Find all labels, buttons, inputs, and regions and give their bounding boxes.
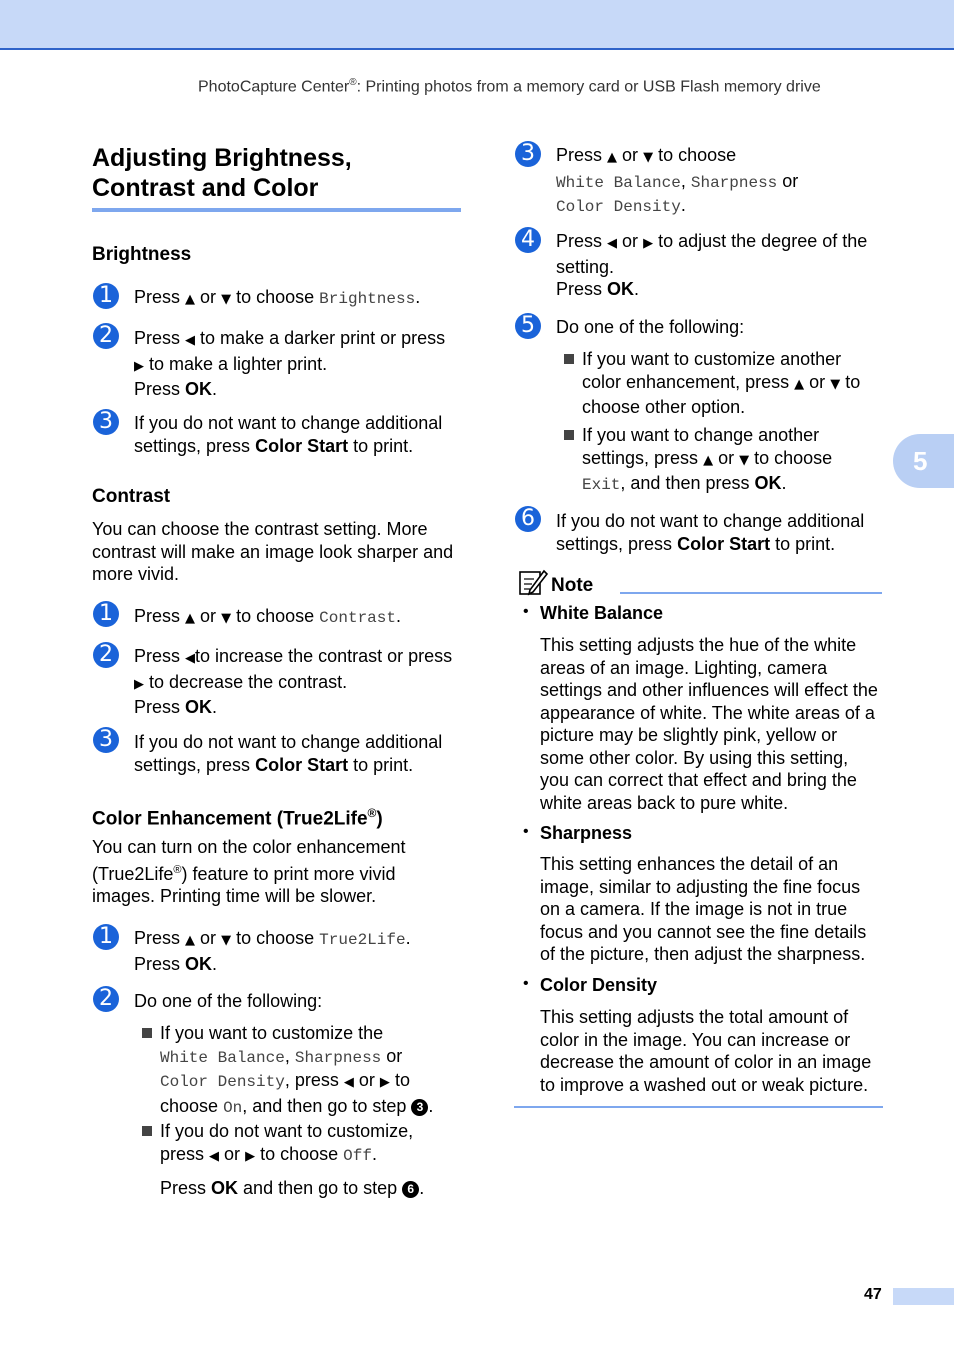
color-step-5: Do one of the following: — [556, 317, 745, 337]
note-item-body: This setting enhances the detail of an image, similar to adjusting the fine focus on a camera. If the image is not in true focus and you cannot see the fine details of the picture, then adjust the sharpness. — [540, 854, 867, 964]
step-number: 2 — [93, 642, 119, 668]
color-step-2-option-2: If you do not want to customize, press ◀ or ▶ to choose Off. Press OK and then go to step 6 . — [160, 1121, 425, 1198]
color-step-5-option-1: If you want to customize another color enhancement, press ▲ or ▼ to choose other option. — [582, 349, 861, 417]
running-header: PhotoCapture Center®: Printing photos from a memory card or USB Flash memory drive — [198, 77, 821, 96]
brightness-step-1: Press ▲ or ▼ to choose Brightness. — [134, 287, 421, 308]
color-step-2: Do one of the following: — [134, 991, 323, 1011]
step-number: 2 — [93, 323, 119, 349]
page-footer-bar — [893, 1288, 954, 1305]
contrast-step-2: Press ◀to increase the contrast or press ▶ to decrease the contrast. Press OK. — [134, 646, 453, 717]
color-step-1: Press ▲ or ▼ to choose True2Life. Press OK. — [134, 928, 411, 974]
color-step-6: If you do not want to change additional settings, press Color Start to print. — [556, 511, 865, 554]
top-banner — [0, 0, 954, 50]
step-number: 4 — [515, 227, 541, 253]
contrast-intro: You can choose the contrast setting. More contrast will make an image look sharper and more vivid. — [92, 519, 454, 584]
step-number: 1 — [93, 283, 119, 309]
color-step-3: Press ▲ or ▼ to choose White Balance, Sharpness or Color Density. — [556, 145, 799, 216]
note-item-title: White Balance — [540, 603, 664, 623]
note-bullet: • — [523, 823, 529, 840]
bullet-square — [142, 1126, 152, 1136]
step-number: 3 — [93, 727, 119, 753]
bullet-square — [142, 1028, 152, 1038]
step-number: 1 — [93, 601, 119, 627]
step-number: 3 — [93, 409, 119, 435]
step-number: 5 — [515, 313, 541, 339]
brightness-step-2: Press ◀ to make a darker print or press ▶ to make a lighter print. Press OK. — [134, 328, 446, 399]
color-intro: You can turn on the color enhancement (True2Life®) feature to print more vivid images. Printing time will be slower. — [92, 837, 406, 906]
bullet-square — [564, 354, 574, 364]
chapter-tab[interactable]: 5 — [893, 434, 954, 488]
note-rule — [620, 592, 882, 594]
step-number: 1 — [93, 924, 119, 950]
page-title: Adjusting Brightness, Contrast and Color — [92, 144, 352, 202]
brightness-heading: Brightness — [92, 244, 192, 265]
note-item-body: This setting adjusts the hue of the white areas of an image. Lighting, camera settings and other influences will effect the appearance of white. The white areas of a picture may be slightly pink, yellow or some other color. By using this setting, you can correct that effect and bring the white areas back to pure white. — [540, 635, 878, 813]
brightness-step-3: If you do not want to change additional settings, press Color Start to print. — [134, 413, 443, 456]
color-step-5-option-2: If you want to change another settings, press ▲ or ▼ to choose Exit, and then press OK. — [582, 425, 833, 494]
color-step-2-option-1: If you want to customize the White Balance, Sharpness or Color Density, press ◀ or ▶ to choose On, and then go to step 3 . — [160, 1023, 434, 1117]
note-item-body: This setting adjusts the total amount of color in the image. You can increase or decrease the amount of color in an image to improve a washed out or weak picture. — [540, 1007, 872, 1095]
contrast-step-3: If you do not want to change additional settings, press Color Start to print. — [134, 732, 443, 775]
note-item-title: Sharpness — [540, 823, 633, 843]
title-rule — [92, 208, 461, 212]
note-label: Note — [551, 575, 594, 596]
note-item-title: Color Density — [540, 975, 658, 995]
bullet-square — [564, 430, 574, 440]
contrast-step-1: Press ▲ or ▼ to choose Contrast. — [134, 606, 401, 627]
note-pencil-icon — [518, 568, 548, 596]
contrast-heading: Contrast — [92, 486, 171, 507]
page-number: 47 — [864, 1286, 882, 1303]
color-step-4: Press ◀ or ▶ to adjust the degree of the setting. Press OK. — [556, 231, 868, 299]
step-number: 6 — [515, 506, 541, 532]
color-enhancement-heading: Color Enhancement (True2Life®) — [92, 806, 383, 830]
step-number: 2 — [93, 986, 119, 1012]
note-end-rule — [514, 1106, 883, 1108]
step-number: 3 — [515, 141, 541, 167]
note-bullet: • — [523, 603, 529, 620]
note-bullet: • — [523, 975, 529, 992]
